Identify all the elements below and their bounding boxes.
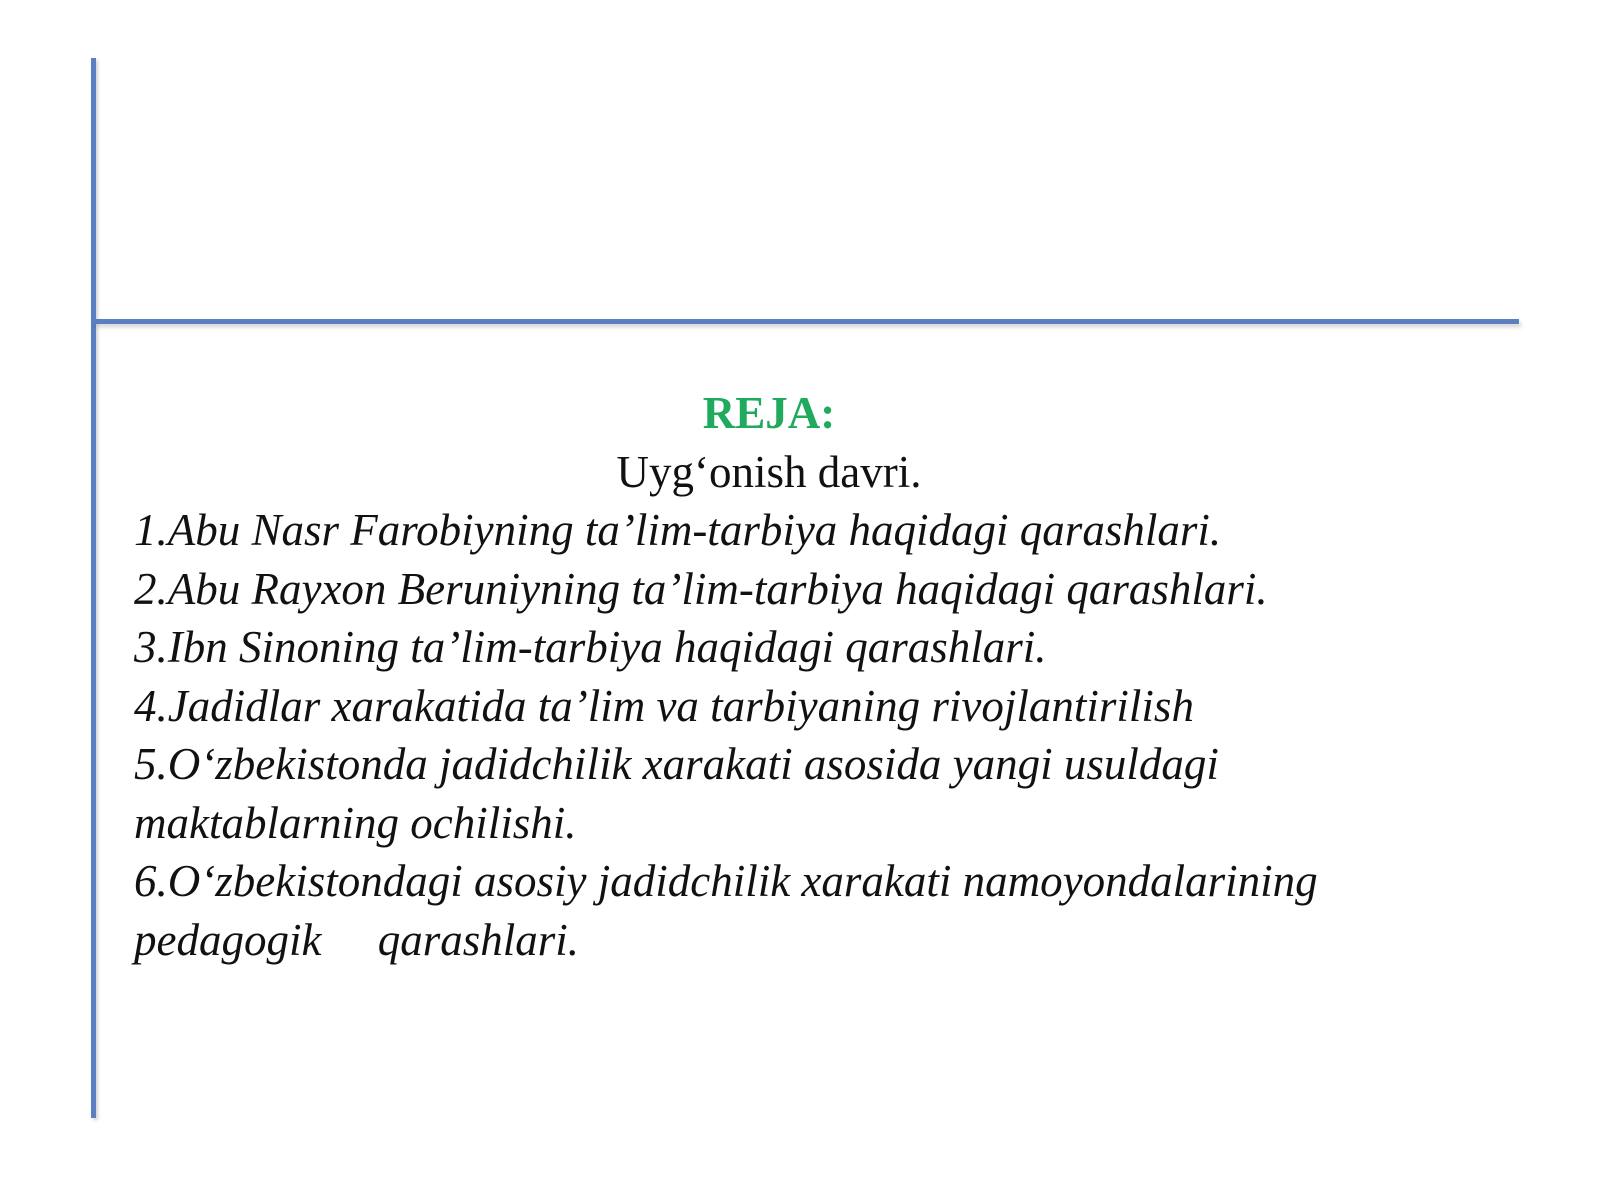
plan-list xyxy=(134,501,1534,969)
plan-item-5: 5.O‘zbekistonda jadidchilik xarakati asosida yangi usuldagi maktablarning ochilishi. xyxy=(134,739,1219,848)
plan-item-6: 6.O‘zbekistondagi asosiy jadidchilik xarakati namoyondalarining pedagogik qarashlari. xyxy=(134,856,1318,965)
plan-heading: REJA: xyxy=(702,388,836,438)
plan-subheading: Uyg‘onish davri. xyxy=(616,446,922,497)
horizontal-divider-line xyxy=(94,319,1519,324)
plan-item-3: 3.Ibn Sinoning ta’lim-tarbiya haqidagi qarashlari. xyxy=(134,622,1047,672)
plan-item-4: 4.Jadidlar xarakatida ta’lim va tarbiyaning rivojlantirilish xyxy=(134,680,1194,731)
plan-item-1: 1.Abu Nasr Farobiyning ta’lim-tarbiya haqidagi qarashlari. xyxy=(134,505,1222,555)
plan-content xyxy=(134,384,1534,969)
vertical-divider-line xyxy=(91,58,96,1118)
plan-item-2: 2.Abu Rayxon Beruniyning ta’lim-tarbiya haqidagi qarashlari. xyxy=(134,563,1268,614)
